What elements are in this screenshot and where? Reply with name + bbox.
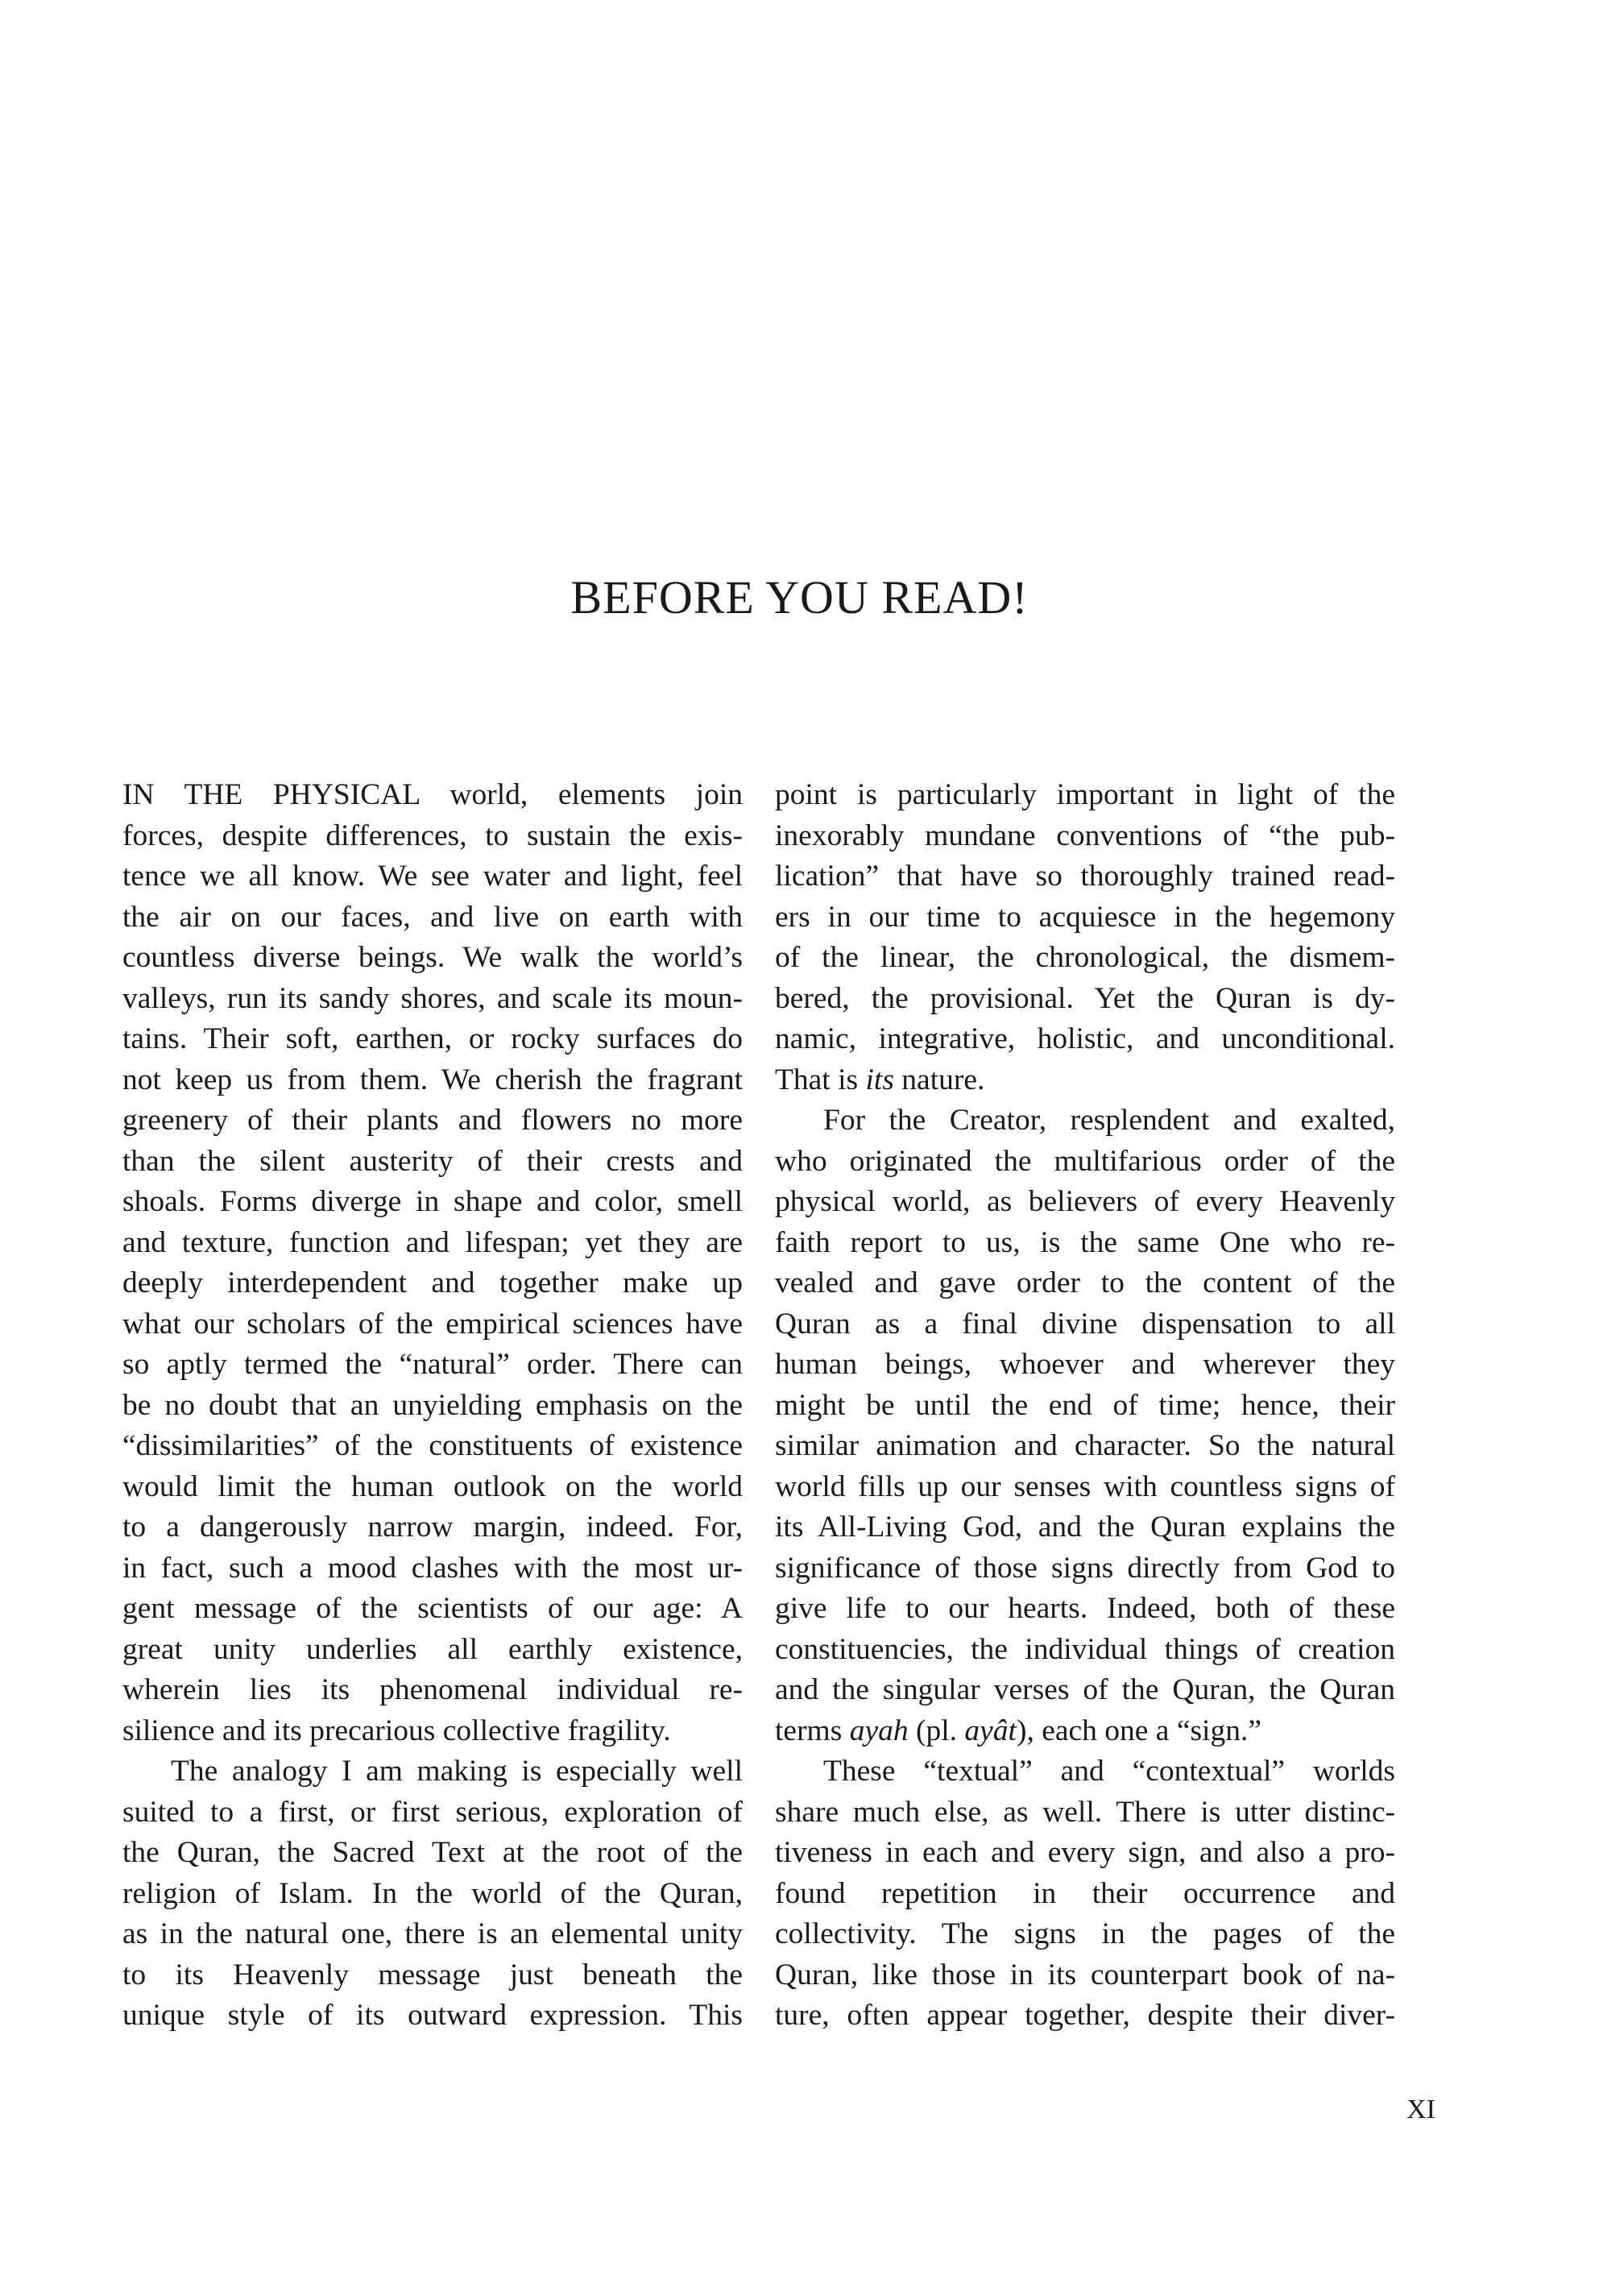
text-line: For the Creator, resplendent and exalted, xyxy=(823,1104,1395,1137)
text-line: collectivity. The signs in the pages of the xyxy=(775,1917,1395,1950)
text-line: so aptly termed the “natural” order. There can xyxy=(122,1348,743,1381)
text-line: These “textual” and “contextual” worlds xyxy=(823,1755,1395,1788)
text-line: the Quran, the Sacred Text at the root of the xyxy=(122,1836,743,1869)
page-number: XI xyxy=(1406,2095,1435,2124)
text-line: to a dangerously narrow margin, indeed. For, xyxy=(122,1511,743,1544)
text-line: found repetition in their occurrence and xyxy=(775,1876,1395,1910)
text-line: shoals. Forms diverge in shape and color, smell xyxy=(122,1185,743,1218)
text-line: namic, integrative, holistic, and unconditional. xyxy=(775,1022,1395,1055)
text-line: what our scholars of the empirical sciences have xyxy=(122,1307,743,1341)
text-line: ture, often appear together, despite their diver- xyxy=(775,1999,1395,2032)
text-line: human beings, whoever and wherever they xyxy=(775,1348,1395,1381)
text-line: the air on our faces, and live on earth with xyxy=(122,900,743,934)
text-line: in fact, such a mood clashes with the most ur- xyxy=(122,1551,743,1585)
text-line: inexorably mundane conventions of “the pub- xyxy=(775,819,1395,852)
text-line: and texture, function and lifespan; yet they are xyxy=(122,1225,743,1259)
text-line: gent message of the scientists of our age: A xyxy=(122,1592,743,1625)
text-line: lication” that have so thoroughly trained read- xyxy=(775,860,1395,893)
text-line: silience and its precarious collective fragility. xyxy=(122,1714,671,1747)
text-line: give life to our hearts. Indeed, both of these xyxy=(775,1592,1395,1625)
text-line: be no doubt that an unyielding emphasis on the xyxy=(122,1388,743,1422)
text-line: faith report to us, is the same One who re- xyxy=(775,1225,1395,1259)
text-line: its All-Living God, and the Quran explains the xyxy=(775,1511,1395,1544)
text-line: forces, despite differences, to sustain the exis- xyxy=(122,819,743,852)
text-line: would limit the human outlook on the world xyxy=(122,1469,743,1503)
text-line: unique style of its outward expression. This xyxy=(122,1999,743,2032)
text-line: bered, the provisional. Yet the Quran is dy- xyxy=(775,981,1395,1015)
text-line: to its Heavenly message just beneath the xyxy=(122,1958,743,1991)
text-line: significance of those signs directly from God to xyxy=(775,1551,1395,1585)
text-line: suited to a first, or first serious, exploration of xyxy=(122,1795,743,1829)
text-line: Quran as a final divine dispensation to all xyxy=(775,1307,1395,1341)
left-text-column xyxy=(122,775,743,2037)
text-line: tence we all know. We see water and light, feel xyxy=(122,860,743,893)
text-line: who originated the multifarious order of the xyxy=(775,1144,1395,1178)
text-line: as in the natural one, there is an elemental unity xyxy=(122,1917,743,1950)
text-line: of the linear, the chronological, the dismem- xyxy=(775,941,1395,974)
text-line: religion of Islam. In the world of the Quran, xyxy=(122,1876,743,1910)
page-title: BEFORE YOU READ! xyxy=(570,571,1029,624)
text-line: share much else, as well. There is utter distinc- xyxy=(775,1795,1395,1829)
text-line: “dissimilarities” of the constituents of existence xyxy=(122,1429,743,1462)
text-line: valleys, run its sandy shores, and scale its moun- xyxy=(122,981,743,1015)
text-line: Quran, like those in its counterpart book of na- xyxy=(775,1958,1395,1991)
text-line: The analogy I am making is especially well xyxy=(171,1755,743,1788)
text-line: and the singular verses of the Quran, the Quran xyxy=(775,1673,1395,1706)
right-text-column xyxy=(775,775,1395,2037)
text-line: similar animation and character. So the natural xyxy=(775,1429,1395,1462)
text-line: tains. Their soft, earthen, or rocky surfaces do xyxy=(122,1022,743,1055)
text-line: terms ayah (pl. ayât), each one a “sign.” xyxy=(775,1714,1261,1747)
text-line: world fills up our senses with countless signs of xyxy=(775,1469,1395,1503)
text-line: countless diverse beings. We walk the world’s xyxy=(122,941,743,974)
text-line: not keep us from them. We cherish the fragrant xyxy=(122,1063,743,1096)
text-line: wherein lies its phenomenal individual re- xyxy=(122,1673,743,1706)
text-line: tiveness in each and every sign, and also a pro- xyxy=(775,1836,1395,1869)
text-line: physical world, as believers of every Heavenly xyxy=(775,1185,1395,1218)
text-line: deeply interdependent and together make up xyxy=(122,1266,743,1299)
text-line: ers in our time to acquiesce in the hegemony xyxy=(775,900,1395,934)
text-line: IN THE PHYSICAL world, elements join xyxy=(122,778,743,811)
text-line: point is particularly important in light of the xyxy=(775,778,1395,811)
text-line: might be until the end of time; hence, their xyxy=(775,1388,1395,1422)
text-line: vealed and gave order to the content of the xyxy=(775,1266,1395,1299)
text-line: constituencies, the individual things of creation xyxy=(775,1632,1395,1666)
text-line: That is its nature. xyxy=(775,1063,985,1096)
text-line: greenery of their plants and flowers no more xyxy=(122,1104,743,1137)
text-line: than the silent austerity of their crests and xyxy=(122,1144,743,1178)
text-line: great unity underlies all earthly existence, xyxy=(122,1632,743,1666)
